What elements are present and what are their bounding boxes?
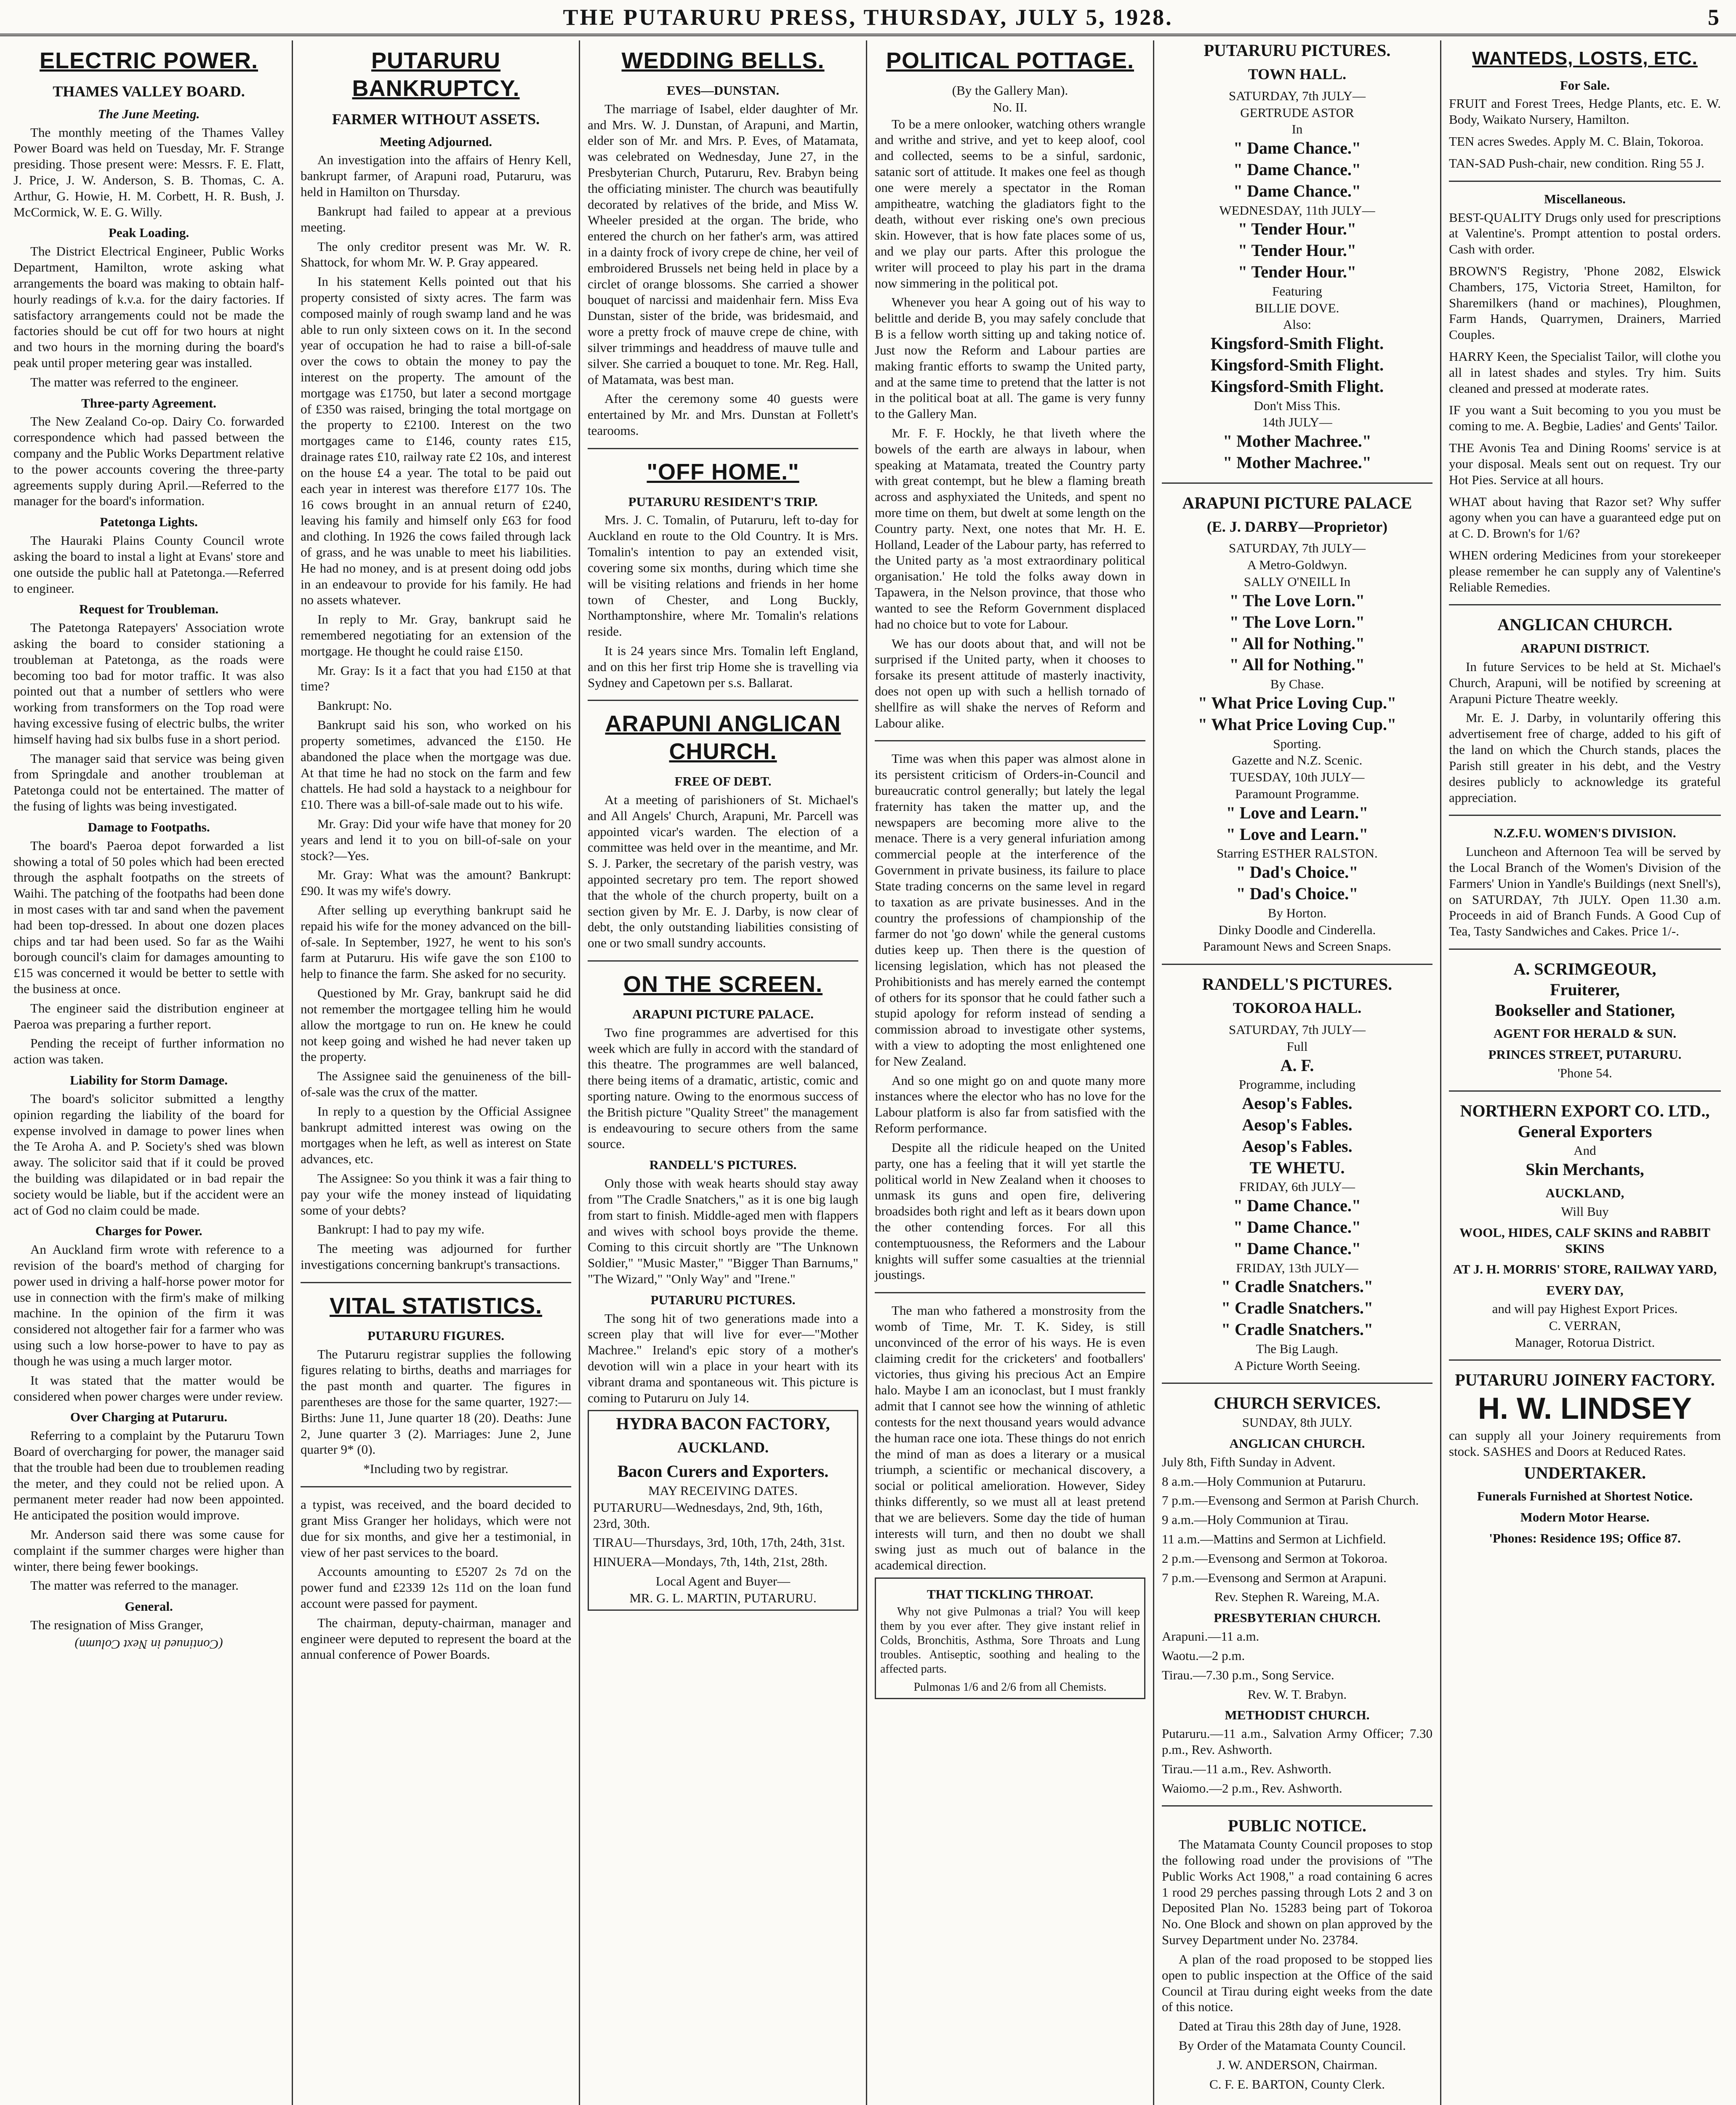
- columns: [6, 40, 1730, 2105]
- paragraph: In reply to Mr. Gray, bankrupt said he remembered negotiating for an extension of the mortgage. He thought he could raise £150.: [301, 612, 571, 658]
- divider: [1449, 604, 1721, 605]
- headline-vital-statistics: VITAL STATISTICS.: [329, 1293, 542, 1319]
- services-title: CHURCH SERVICES.: [1214, 1394, 1381, 1413]
- paragraph: The matter was referred to the manager.: [30, 1578, 239, 1593]
- paragraph: a typist, was received, and the board decided to grant Miss Granger her holidays, which were not due for six months, and give her a testimonial, in view of her past services to the board.: [301, 1497, 571, 1560]
- program-line: FRIDAY, 13th JULY—: [1236, 1260, 1358, 1275]
- paragraph: Mr. E. J. Darby, in voluntarily offering this advertisement free of charge, added to his gift of the land on which the Church stands, places the Parish still greater in his debt, and the Vestry desires publicly to acknowledge its grateful appreciation.: [1449, 710, 1721, 805]
- ad-title: THAT TICKLING THROAT.: [927, 1587, 1094, 1601]
- subhead-thames-valley: THAMES VALLEY BOARD.: [53, 83, 245, 100]
- program-line: " Love and Learn.": [1226, 824, 1369, 844]
- ad-line: Skin Merchants,: [1526, 1160, 1644, 1179]
- column-electric-power: [6, 40, 293, 2105]
- section-for-sale: For Sale.: [1560, 77, 1610, 93]
- paragraph: The board's Paeroa depot forwarded a list showing a total of 50 poles which had been erected through the asphalt footpaths on the streets of Waihi. The patching of the footpaths had been done in most cases with tar and sand when the pavement had been top-dressed. In about one dozen places chips and tar had been used. So far as the Waihi borough council's claim for damages amounting to £15 was concerned it would be better to settle with the business at once.: [13, 838, 284, 997]
- paragraph: The Patetonga Ratepayers' Association wrote asking the board to consider stationing a troubleman at Patetonga, as the roads were becoming too bad for motor traffic. It was also pointed out that a number of settlers who were working from transformers on the Top road were having excessive fusing of electric bulbs, the writer himself having had six bulbs fuse in a short period.: [13, 620, 284, 746]
- ad-date-line: HINUERA—Mondays, 7th, 14th, 21st, 28th.: [593, 1554, 828, 1569]
- program-line: TE WHETU.: [1249, 1158, 1345, 1177]
- paragraph: The Assignee said the genuineness of the bill-of-sale was the crux of the matter.: [301, 1068, 571, 1099]
- divider: [1449, 815, 1721, 816]
- services-subtitle: ANGLICAN CHURCH.: [1229, 1436, 1365, 1451]
- section-title: Request for Troubleman.: [79, 602, 218, 617]
- service-line: July 8th, Fifth Sunday in Advent.: [1162, 1454, 1336, 1469]
- paragraph: Bankrupt said his son, who worked on his property sometimes, advanced the £150. He abandoned the place when the mortgage was due. At that time he had no stock on the farm and few chattels. He had sold a haystack to a neighbour for £10. There was a bill-of-sale made out to his wife.: [301, 717, 571, 812]
- paragraph: The Putaruru registrar supplies the following figures relating to births, deaths and marriages for the past month and quarter. The figures in parentheses are those for the same quarter, 1927:—Births: June 11, June quarter 18 (20). Deaths: June 2, June quarter 3 (2). Marriages: June 2, June quarter 9* (0).: [301, 1346, 571, 1457]
- program-line: Paramount News and Screen Snaps.: [1203, 939, 1391, 954]
- paragraph: And so one might go on and quote many more instances where the elector who has no love for the Labour platform is also far from satisfied with the Reform performance.: [875, 1073, 1145, 1136]
- classified-ad: TAN-SAD Push-chair, new condition. Ring 55 J.: [1449, 155, 1704, 171]
- classified-ad: IF you want a Suit becoming to you you must be coming to me. A. Begbie, Ladies' and Gents' Tailor.: [1449, 402, 1721, 434]
- services-subtitle: PRESBYTERIAN CHURCH.: [1214, 1610, 1381, 1625]
- program-line: Dinky Doodle and Cinderella.: [1218, 922, 1376, 937]
- ad-line: Funerals Furnished at Shortest Notice.: [1477, 1489, 1693, 1504]
- ad-dates-label: MAY RECEIVING DATES.: [648, 1483, 798, 1498]
- program-line: The Big Laugh.: [1256, 1341, 1339, 1356]
- program-line: WEDNESDAY, 11th JULY—: [1219, 203, 1375, 218]
- service-line: Putaruru.—11 a.m., Salvation Army Officer; 7.30 p.m., Rev. Ashworth.: [1162, 1726, 1432, 1757]
- service-line: Rev. Stephen R. Wareing, M.A.: [1214, 1589, 1380, 1604]
- ad-agent-label: Local Agent and Buyer—: [655, 1574, 791, 1588]
- ad-line: Bookseller and Stationer,: [1495, 1000, 1675, 1020]
- paragraph: Bankrupt: I had to pay my wife.: [317, 1222, 485, 1237]
- ad-line: Modern Motor Hearse.: [1520, 1510, 1650, 1525]
- ad-name: A. SCRIMGEOUR,: [1513, 959, 1656, 979]
- program-line: By Chase.: [1270, 677, 1324, 692]
- article-number: No. II.: [993, 99, 1028, 115]
- paragraph: The District Electrical Engineer, Public Works Department, Hamilton, wrote asking what arrangements the board was making to obtain half-hourly readings of k.v.a. for the dairy factories. If satisfactory arrangements could not be made the factories should be cut off for two hours at night and two hours in the morning during the board's peak until proper metering gear was installed.: [13, 244, 284, 370]
- section-title: Charges for Power.: [95, 1223, 202, 1239]
- program-line: " What Price Loving Cup.": [1198, 714, 1397, 734]
- putaruru-pictures-ad: [1162, 40, 1432, 473]
- paragraph: Mr. Gray: What was the amount? Bankrupt: £90. It was my wife's dowry.: [301, 867, 571, 898]
- ad-trade: Bacon Curers and Exporters.: [617, 1462, 829, 1481]
- paragraph: By Order of the Matamata County Council.: [1179, 2038, 1406, 2053]
- paragraph: We has our doots about that, and will not be surprised if the United party, when it chooses to forsake its present attitude of masterly inactivity, does not open up with such a hellish tornado of shellfire as will shake the nerves of Reform and Labour alike.: [875, 636, 1145, 730]
- scrimgeour-ad: [1449, 959, 1721, 1081]
- nzfu-title: N.Z.F.U. WOMEN'S DIVISION.: [1494, 826, 1676, 841]
- service-line: 11 a.m.—Mattins and Sermon at Lichfield.: [1162, 1532, 1386, 1547]
- anglican-sub: ARAPUNI DISTRICT.: [1520, 641, 1650, 656]
- divider: [1162, 964, 1432, 965]
- program-line: Don't Miss This.: [1254, 398, 1341, 413]
- section-title: RANDELL'S PICTURES.: [649, 1157, 797, 1172]
- services-subtitle: METHODIST CHURCH.: [1225, 1708, 1370, 1723]
- classified-ad: BEST-QUALITY Drugs only used for prescriptions at Valentine's. Prompt attention to postal orders. Cash with order.: [1449, 210, 1721, 257]
- program-line: Kingsford-Smith Flight.: [1210, 355, 1384, 374]
- continued-note: (Continued in Next Column): [75, 1637, 223, 1652]
- program-line: Programme, including: [1238, 1077, 1356, 1092]
- signature: J. W. ANDERSON, Chairman.: [1217, 2057, 1378, 2072]
- program-line: " Tender Hour.": [1238, 241, 1357, 260]
- paragraph: Two fine programmes are advertised for this week which are fully in accord with the standard of this theatre. The programmes are well balanced, there being items of a dramatic, artistic, comic and sporting nature. Owing to the enormous success of the British picture "Quality Street" the management is endeavouring to secure others from the same source.: [588, 1025, 858, 1151]
- divider: [1162, 1805, 1432, 1807]
- program-line: " Dame Chance.": [1233, 160, 1361, 179]
- headline-wedding-bells: WEDDING BELLS.: [621, 48, 825, 73]
- page-number: 5: [1708, 5, 1719, 30]
- paragraph: In future Services to be held at St. Michael's Church, Arapuni, will be notified by screening at Arapuni Picture Theatre weekly.: [1449, 659, 1721, 706]
- program-line: BILLIE DOVE.: [1255, 300, 1339, 315]
- program-line: " Cradle Snatchers.": [1221, 1298, 1374, 1318]
- column-bankruptcy: [293, 40, 580, 2105]
- service-line: 7 p.m.—Evensong and Sermon at Parish Church.: [1162, 1493, 1419, 1508]
- paragraph: It was stated that the matter would be considered when power charges were under review.: [13, 1372, 284, 1404]
- paragraph: The marriage of Isabel, elder daughter of Mr. and Mrs. W. J. Dunstan, of Arapuni, and Martin, elder son of Mr. and Mrs. P. Eves, of Matamata, was celebrated on Wednesday, June 27, in the Presbyterian Church, Putaruru, Rev. Brabyn being the officiating minister. The church was beautifully decorated by relatives of the bride, and Miss W. Wheeler presided at the organ. The bride, who entered the church on her father's arm, was attired in a dainty frock of ivory crepe de chine, her veil of embroidered Brussels net being held in place by a circlet of orange blossoms. She carried a shower bouquet of narcissi and maidenhair fern. Miss Eva Dunstan, sister of the bride, was bridesmaid, and wore a pretty frock of mauve crepe de chine, with silver trimmings and headdress of mauve tulle and silver. She carried a bouquet to tone. Mr. Reg. Hall, of Matamata, was best man.: [588, 101, 858, 387]
- paragraph: The Hauraki Plains County Council wrote asking the board to instal a light at Evans' store and one outside the public hall at Patetonga.—Referred to engineer.: [13, 533, 284, 596]
- section-title: Three-party Agreement.: [81, 395, 216, 410]
- arapuni-palace-ad: [1162, 493, 1432, 954]
- section-title: Damage to Footpaths.: [88, 819, 210, 834]
- paragraph: A plan of the road proposed to be stopped lies open to public inspection at the Office of the said Council at Tirau during eight weeks from the date of this notice.: [1162, 1951, 1432, 2014]
- ad-line: and will pay Highest Export Prices.: [1492, 1301, 1678, 1316]
- paragraph: Mr. Gray: Did your wife have that money for 20 years and lend it to you on bill-of-sale on your stock?—Yes.: [301, 816, 571, 863]
- divider: [588, 700, 858, 701]
- ad-price: Pulmonas 1/6 and 2/6 from all Chemists.: [913, 1680, 1107, 1694]
- anglican-title: ANGLICAN CHURCH.: [1497, 615, 1672, 634]
- program-line: " Love and Learn.": [1226, 803, 1369, 822]
- program-line: SATURDAY, 7th JULY—: [1228, 541, 1366, 556]
- program-line: " All for Nothing.": [1229, 634, 1365, 653]
- service-line: 2 p.m.—Evensong and Sermon at Tokoroa.: [1162, 1551, 1388, 1566]
- program-line: " Dad's Choice.": [1236, 863, 1358, 882]
- paragraph: Mr. Anderson said there was some cause for complaint if the summer charges were higher than winter, there being fewer bookings.: [13, 1527, 284, 1574]
- paragraph: Pending the receipt of further information no action was taken.: [13, 1036, 284, 1067]
- service-line: Waotu.—2 p.m.: [1162, 1648, 1245, 1663]
- paragraph: After selling up everything bankrupt said he repaid his wife for the money advanced on the bill-of-sale. In September, 1927, he went to his son's farm at Putaruru. His wife gave the son £100 to help to finance the farm. She asked for no security.: [301, 903, 571, 981]
- program-line: " Mother Machree.": [1223, 432, 1371, 451]
- paragraph: In his statement Kells pointed out that his property consisted of sixty acres. The farm was composed mainly of rough swamp land and he was able to run only sixteen cows on it. In the second year of occupation he had to raise a bill-of-sale over the cows to obtain the money to pay the interest on the property. The amount of the mortgage was £1750, but later a second mortgage of £350 was raised, bringing the total mortgage on the property to £2100. Interest on the two mortgages came to £146, county rates £15, drainage rates £10, railway rate £2 10s, and interest on the house £4 a year. The total to be paid out each year in interest was therefore £177 10s. The 16 cows brought in an annual return of £240, leaving his family and himself only £63 for food and clothing. In 1926 the cows failed through lack of grass, and he was unable to meet his liabilities. He had no money, and is at present doing odd jobs in an endeavour to provide for his family. He had no assets whatever.: [301, 274, 571, 608]
- pulmonas-ad: [875, 1577, 1145, 1699]
- divider: [588, 960, 858, 962]
- ad-line: PRINCES STREET, PUTARURU.: [1488, 1047, 1682, 1062]
- classified-ad: FRUIT and Forest Trees, Hedge Plants, etc. E. W. Body, Waikato Nursery, Hamilton.: [1449, 96, 1721, 127]
- masthead: [0, 0, 1736, 36]
- service-line: Tirau.—7.30 p.m., Song Service.: [1162, 1667, 1334, 1682]
- section-title: Peak Loading.: [108, 225, 189, 240]
- program-line: A Metro-Goldwyn.: [1247, 557, 1347, 573]
- hydra-bacon-ad: [588, 1410, 858, 1610]
- paragraph: Time was when this paper was almost alone in its persistent criticism of Orders-in-Council and bureaucratic control generally; but lately the legal fraternity has taken the matter up, and the newspapers are becoming more alive to the menace. There is a very general infuriation among commercial people at the interference of the Government in private business, its failure to place State trading concerns on the same level in regard to taxation as are private businesses. And in the country the professions of championship of the farmer do not 'go down' while the general customs duties keep up. Then there is the question of licensing legislation, which has not pleased the Prohibitionists and has merely earned the contempt of others for its sponsor that he could father such a stupid apology for reform instead of sending a commission abroad to investigate other systems, with a view to adopting the most enlightened one for New Zealand.: [875, 751, 1145, 1068]
- paragraph: The meeting was adjourned for further investigations concerning bankrupt's transactions.: [301, 1241, 571, 1272]
- paragraph: Luncheon and Afternoon Tea will be served by the Local Branch of the Women's Division of the Farmers' Union in Yandle's Buildings (next Snell's), on SATURDAY, 7th JULY. Open 11.30 a.m. Proceeds in aid of Branch Funds. A Good Cup of Tea, Tasty Sandwiches and Cakes. Price 1/-.: [1449, 844, 1721, 939]
- classified-ad: THE Avonis Tea and Dining Rooms' service is at your disposal. Meals sent out on request. Try our Hot Pies. Service at all hours.: [1449, 440, 1721, 487]
- section-misc: Miscellaneous.: [1544, 191, 1626, 206]
- program-line: Gazette and N.Z. Scenic.: [1232, 753, 1363, 768]
- ad-line: General Exporters: [1518, 1122, 1652, 1141]
- paragraph: Accounts amounting to £5207 2s 7d on the power fund and £2339 12s 11d on the loan fund account were passed for payment.: [301, 1564, 571, 1611]
- service-line: 9 a.m.—Holy Communion at Tirau.: [1162, 1512, 1349, 1527]
- divider: [1449, 1090, 1721, 1092]
- program-line: " Dame Chance.": [1233, 139, 1361, 158]
- footnote: *Including two by registrar.: [363, 1461, 509, 1476]
- program-line: " The Love Lorn.": [1229, 612, 1365, 632]
- ad-line: WOOL, HIDES, CALF SKINS and RABBIT SKINS: [1459, 1225, 1710, 1256]
- program-line: " Dad's Choice.": [1236, 884, 1358, 903]
- paragraph: Questioned by Mr. Gray, bankrupt said he did not remember the mortgagee telling him he would allow the mortgage to run on. He knew he could not keep going and wished he had never taken up the property.: [301, 986, 571, 1064]
- paragraph: Mrs. J. C. Tomalin, of Putaruru, left to-day for Auckland en route to the Old Country. It is Mrs. Tomalin's intention to pay an extended visit, covering some six months, during which time she will be visiting relations and friends in her home town of Chester, and Long Buckly, Northamptonshire, where Mr. Tomalin's relations reside.: [588, 512, 858, 639]
- paragraph: Referring to a complaint by the Putaruru Town Board of overcharging for power, the manager said that the trouble had been due to troublemen reading the meter, and they could not be relied upon. A permanent meter reader had now been appointed. He anticipated the position would improve.: [13, 1428, 284, 1523]
- subhead-residents-trip: PUTARURU RESIDENT'S TRIP.: [628, 494, 818, 509]
- program-line: A Picture Worth Seeing.: [1234, 1358, 1361, 1373]
- subhead-putaruru-figures: PUTARURU FIGURES.: [367, 1328, 504, 1343]
- paragraph: In reply to a question by the Official Assignee bankrupt admitted interest was owing on the mortgages when he left, as well as interest on State advances, etc.: [301, 1103, 571, 1167]
- column-wedding: [580, 40, 867, 2105]
- paragraph: The song hit of two generations made into a screen play that will live for ever—"Mother Machree." Ireland's epic story of a mother's devotion will win a place in your heart with its vibrant drama and spontaneous wit. This picture is coming to Putaruru on July 14.: [588, 1311, 858, 1405]
- subhead-adjourned: Meeting Adjourned.: [380, 134, 492, 149]
- paragraph: The monthly meeting of the Thames Valley Power Board was held on Tuesday, Mr. F. Strange presiding. Those present were: Messrs. F. E. Flatt, J. Price, J. W. Anderson, S. B. Thomas, C. A. Arthur, G. Howie, H. M. Corbett, H. R. Bush, J. McCormick, W. E. G. Willy.: [13, 125, 284, 219]
- ad-line: EVERY DAY,: [1546, 1283, 1624, 1298]
- program-line: Full: [1286, 1039, 1308, 1054]
- public-notice: [1162, 1816, 1432, 2092]
- program-line: SATURDAY, 7th JULY—: [1228, 1022, 1366, 1037]
- subhead-farmer: FARMER WITHOUT ASSETS.: [332, 110, 540, 128]
- ad-date-line: TIRAU—Thursdays, 3rd, 10th, 17th, 24th, 31st.: [593, 1535, 845, 1550]
- paragraph: The engineer said the distribution engineer at Paeroa was preparing a further report.: [13, 1000, 284, 1031]
- ad-line: Manager, Rotorua District.: [1515, 1335, 1655, 1350]
- ad-title: RANDELL'S PICTURES.: [1202, 975, 1393, 994]
- ad-venue: TOWN HALL.: [1248, 65, 1347, 83]
- classified-ad: WHAT about having that Razor set? Why suffer agony when you can have a guaranteed edge put on at C. D. Brown's for 1/6?: [1449, 494, 1721, 541]
- classified-ad: BROWN'S Registry, 'Phone 2082, Elswick Chambers, 175, Victoria Street, Hamilton, for Sharemilkers (hand or machines), Ploughmen, Farm Hands, Quarrymen, Drainers, Married Couples.: [1449, 263, 1721, 342]
- notice-title: PUBLIC NOTICE.: [1228, 1816, 1366, 1836]
- paragraph: Bankrupt: No.: [317, 698, 392, 713]
- paragraph: Dated at Tirau this 28th day of June, 1928.: [1179, 2019, 1401, 2034]
- paragraph: Despite all the ridicule heaped on the United party, one has a feeling that it will yet startle the political world in New Zealand when it chooses to unmask its guns and open fire, delivering broadsides both right and left as it bears down upon the other contending forces. For all this contemptuousness, the Reformers and the Labour knights will suffer some casualties at the triennial joustings.: [875, 1140, 1145, 1282]
- column-entertainment: [1154, 40, 1441, 2105]
- paragraph: The man who fathered a monstrosity from the womb of Time, Mr. T. K. Sidey, is still unconvinced of the error of his ways. He is even claiming credit for the cricketers' and footballers' victories, thus giving his precious Act an Empire halo. Maybe I am an iconoclast, but I must frankly admit that I cannot see how the winning of athletic contests for the next thousand years would advance the human race one iota. These things do not enrich the mind of man as does a literary or a musical triumph, a scientific or mechanical discovery, a social or political amelioration. However, Sidey thinks differently, so we must all at least pretend that we are believers. Some day the tide of human interests will turn, and then no doubt we shall swing just as much out of balance in the academical direction.: [875, 1303, 1145, 1573]
- section-title: Liability for Storm Damage.: [70, 1073, 228, 1088]
- paragraph: Bankrupt had failed to appear at a previous meeting.: [301, 203, 571, 234]
- northern-export-ad: [1449, 1101, 1721, 1351]
- divider: [1449, 1359, 1721, 1361]
- ad-line: AGENT FOR HERALD & SUN.: [1493, 1026, 1677, 1041]
- classified-ad: TEN acres Swedes. Apply M. C. Blain, Tokoroa.: [1449, 134, 1704, 149]
- program-line: Sporting.: [1273, 736, 1321, 751]
- ad-line: Will Buy: [1561, 1204, 1609, 1219]
- program-line: By Horton.: [1267, 905, 1327, 920]
- program-line: " Mother Machree.": [1223, 453, 1371, 472]
- ad-line: C. VERRAN,: [1549, 1318, 1621, 1333]
- headline-off-home: "OFF HOME.": [647, 459, 799, 485]
- ad-title: ARAPUNI PICTURE PALACE: [1182, 493, 1412, 512]
- ad-text: can supply all your Joinery requirements from stock. SASHES and Doors at Reduced Rates.: [1449, 1428, 1721, 1459]
- column-political: [867, 40, 1154, 2105]
- headline-electric-power: ELECTRIC POWER.: [39, 48, 258, 73]
- paragraph: Whenever you hear A going out of his way to belittle and deride B, you may safely conclude that B is a fellow worth sitting up and taking notice of. Just now the Reform and Labour parties are making frantic efforts to swamp the United party, and at the same time to pretend that the latter is not in the political boat at all. The game is very funny to the Gallery Man.: [875, 295, 1145, 421]
- paragraph: To be a mere onlooker, watching others wrangle and writhe and strive, and yet to keep aloof, cool and collected, seems to be a sinful, sardonic, satanic sort of attitude. It makes one feel as though one were merely a spectator in the Roman ampitheatre, watching the gladiators fight to the death, without ever risking one's own precious skin. However, that is how fate places some of us, and we play our parts. After this prologue the writer will proceed to play his part in the drama now simmering in the political pot.: [875, 116, 1145, 290]
- section-title: PUTARURU PICTURES.: [650, 1292, 796, 1307]
- section-title: General.: [125, 1599, 173, 1614]
- service-line: Tirau.—11 a.m., Rev. Ashworth.: [1162, 1761, 1331, 1776]
- service-line: Rev. W. T. Brabyn.: [1247, 1687, 1347, 1702]
- paragraph: Only those with weak hearts should stay away from "The Cradle Snatchers," as it is one big laugh from start to finish. Middle-aged men with flappers and wives with school boys provide the theme. Coming to this circuit shortly are "The Unknown Soldier," "Music Master," "Bigger Than Barnums," "The Wizard," "Only Way" and "Irene.": [588, 1176, 858, 1286]
- service-line: 8 a.m.—Holy Communion at Putaruru.: [1162, 1474, 1366, 1489]
- signature: C. F. E. BARTON, County Clerk.: [1209, 2076, 1385, 2092]
- program-line: Aesop's Fables.: [1242, 1115, 1353, 1134]
- program-line: Aesop's Fables.: [1242, 1094, 1353, 1113]
- program-line: SATURDAY, 7th JULY—: [1228, 88, 1366, 103]
- ad-date-line: PUTARURU—Wednesdays, 2nd, 9th, 16th, 23rd, 30th.: [593, 1500, 823, 1531]
- headline-wanteds: WANTEDS, LOSTS, ETC.: [1472, 48, 1698, 69]
- paragraph: The chairman, deputy-chairman, manager and engineer were deputed to represent the board at the annual conference of Power Boards.: [301, 1615, 571, 1662]
- headline-on-the-screen: ON THE SCREEN.: [623, 972, 823, 997]
- paragraph: The resignation of Miss Granger,: [30, 1617, 204, 1633]
- program-line: SALLY O'NEILL In: [1243, 574, 1351, 589]
- ad-line: AUCKLAND,: [1545, 1186, 1624, 1201]
- paragraph: The board's solicitor submitted a lengthy opinion regarding the liability of the board for expense involved in damage to power lines when the Te Aroha A. and P. Society's shed was blown away. The solicitor said that if it could be proved the building was dilapidated or in bad repair the society would be liable, but if the accident were an act of God no claim could be made.: [13, 1091, 284, 1218]
- program-line: " All for Nothing.": [1229, 655, 1365, 674]
- ad-proprietor: (E. J. DARBY—Proprietor): [1206, 518, 1388, 535]
- divider: [1162, 1383, 1432, 1384]
- ad-title: HYDRA BACON FACTORY,: [616, 1414, 830, 1434]
- ad-undertaker: UNDERTAKER.: [1523, 1463, 1646, 1482]
- ad-title: PUTARURU PICTURES.: [1203, 41, 1391, 60]
- divider: [1449, 181, 1721, 182]
- section-title: ARAPUNI PICTURE PALACE.: [632, 1006, 814, 1021]
- service-line: Waiomo.—2 p.m., Rev. Ashworth.: [1162, 1780, 1342, 1796]
- service-line: 7 p.m.—Evensong and Sermon at Arapuni.: [1162, 1570, 1387, 1585]
- divider: [301, 1486, 571, 1487]
- divider: [875, 1292, 1145, 1293]
- program-line: " Dame Chance.": [1233, 1217, 1361, 1236]
- paragraph: At a meeting of parishioners of St. Michael's and All Angels' Church, Arapuni, Mr. Parcell was appointed vicar's warden. The election of a committee was held over in the meantime, and Mr. S. J. Parker, the secretary of the parish vestry, was appointed secretary pro tem. The report showed that the whole of the church property, built on a section given by Mr. E. J. Darby, is now clear of debt, the only outstanding liabilities consisting of one or two small sundry accounts.: [588, 792, 858, 951]
- paragraph: The only creditor present was Mr. W. R. Shattock, for whom Mr. W. P. Gray appeared.: [301, 239, 571, 270]
- headline-political-pottage: POLITICAL POTTAGE.: [886, 48, 1134, 73]
- ad-venue: TOKOROA HALL.: [1233, 999, 1362, 1016]
- program-line: " Cradle Snatchers.": [1221, 1319, 1374, 1339]
- program-line: In: [1291, 122, 1303, 137]
- paragraph: It is 24 years since Mrs. Tomalin left England, and on this her first trip Home she is travelling via Sydney and Capetown per s.s. Ballarat.: [588, 643, 858, 690]
- ad-name: H. W. LINDSEY: [1478, 1392, 1692, 1426]
- subhead-eves-dunstan: EVES—DUNSTAN.: [666, 83, 780, 98]
- subhead-free-of-debt: FREE OF DEBT.: [674, 774, 772, 789]
- headline-bankruptcy: PUTARURU BANKRUPTCY.: [352, 48, 520, 101]
- ad-line: And: [1574, 1143, 1596, 1158]
- program-line: " Cradle Snatchers.": [1221, 1277, 1374, 1296]
- paragraph: The matter was referred to the engineer.: [30, 374, 239, 389]
- divider: [1449, 949, 1721, 950]
- program-line: Featuring: [1272, 283, 1322, 298]
- program-line: Also:: [1283, 317, 1312, 332]
- section-title: Over Charging at Putaruru.: [70, 1410, 228, 1425]
- paragraph: The Matamata County Council proposes to stop the following road under the provisions of "The Public Works Act 1908," a road containing 6 acres 1 rood 29 perches passing through Lots 2 and 3 on Deposited Plan No. 15283 being part of Tokoroa No. One Block and shown on plan approved by the Survey Department under No. 23784.: [1162, 1837, 1432, 1948]
- ad-phones: 'Phones: Residence 19S; Office 87.: [1489, 1531, 1681, 1546]
- program-line: " The Love Lorn.": [1229, 591, 1365, 610]
- byline: (By the Gallery Man).: [952, 83, 1068, 98]
- joinery-ad: [1449, 1370, 1721, 1546]
- program-line: " Dame Chance.": [1233, 181, 1361, 200]
- subhead-june-meeting: The June Meeting.: [98, 106, 200, 121]
- paragraph: Mr. F. F. Hockly, he that liveth where the bowels of the earth are always in labour, when speaking at Matamata, treated the Country party with great contempt, but he blew a flaming breath across and asphyxiated the Uniteds, and spent no more time on them, but dwelt at some length on the Country party. Next, one notes that Mr. H. E. Holland, Leader of the Labour party, has referred to the United party as 'a most extraordinary political organisation.' He told the folks away down in Tapawera, in the Nelson province, that those who wanted to see the Reform Government displaced had no choice but to vote for Labour.: [875, 425, 1145, 632]
- paragraph: An investigation into the affairs of Henry Kell, bankrupt farmer, of Arapuni road, Putaruru, was held in Hamilton on Thursday.: [301, 152, 571, 200]
- ad-line: 'Phone 54.: [1558, 1066, 1612, 1081]
- ad-text: Why not give Pulmonas a trial? You will keep them by you ever after. They give instant relief in Colds, Bronchitis, Asthma, Sore Throats and Lung troubles. Antiseptic, soothing and healing to the affected parts.: [880, 1605, 1140, 1676]
- program-line: " What Price Loving Cup.": [1198, 693, 1397, 712]
- program-line: A. F.: [1280, 1055, 1314, 1075]
- program-line: Kingsford-Smith Flight.: [1210, 334, 1384, 353]
- program-line: TUESDAY, 10th JULY—: [1230, 770, 1365, 785]
- classified-ad: WHEN ordering Medicines from your storekeeper please remember he can supply any of Valentine's Reliable Remedies.: [1449, 547, 1721, 594]
- paragraph: The Assignee: So you think it was a fair thing to pay your wife the money instead of liquidating some of your debts?: [301, 1171, 571, 1218]
- ad-line: Fruiterer,: [1550, 980, 1620, 999]
- classified-ad: HARRY Keen, the Specialist Tailor, will clothe you all in latest shades and styles. Try him. Suits cleaned and pressed at moderate rates.: [1449, 349, 1721, 396]
- program-line: FRIDAY, 6th JULY—: [1239, 1179, 1355, 1194]
- masthead-title: THE PUTARURU PRESS, THURSDAY, JULY 5, 1928.: [563, 5, 1173, 30]
- ad-name: NORTHERN EXPORT CO. LTD.,: [1460, 1101, 1710, 1120]
- church-services: [1162, 1393, 1432, 1796]
- ad-line: AT J. H. MORRIS' STORE, RAILWAY YARD,: [1453, 1262, 1717, 1277]
- column-classifieds: [1441, 40, 1728, 2105]
- services-date: SUNDAY, 8th JULY.: [1242, 1415, 1353, 1430]
- program-line: Kingsford-Smith Flight.: [1210, 376, 1384, 396]
- ad-place: AUCKLAND.: [677, 1439, 769, 1456]
- program-line: " Dame Chance.": [1233, 1196, 1361, 1215]
- paragraph: An Auckland firm wrote with reference to a revision of the board's method of charging for power used in driving a half-horse power motor for use in connection with the firm's make of milking machine. In the opinion of the firm it was considered not altogether fair for a farmer who was using such a low horse-power to have to pay as though he was using a much larger motor.: [13, 1242, 284, 1368]
- ad-agent: MR. G. L. MARTIN, PUTARURU.: [629, 1590, 817, 1605]
- program-line: Paramount Programme.: [1235, 786, 1359, 801]
- ad-title: PUTARURU JOINERY FACTORY.: [1455, 1370, 1715, 1390]
- paragraph: The manager said that service was being given from Springdale and another troubleman at Patetonga could not be entertained. The matter of the fusing of lights was being investigated.: [13, 751, 284, 814]
- paragraph: The New Zealand Co-op. Dairy Co. forwarded correspondence which had passed between the company and the Public Works Department relative to the power accounts covering the three-party agreements supply during April.—Referred to the manager for the board's information.: [13, 414, 284, 509]
- randells-pictures-ad: [1162, 974, 1432, 1373]
- divider: [588, 448, 858, 449]
- program-line: " Dame Chance.": [1233, 1239, 1361, 1258]
- service-line: Arapuni.—11 a.m.: [1162, 1629, 1259, 1644]
- divider: [1162, 482, 1432, 484]
- program-line: 14th JULY—: [1262, 415, 1332, 430]
- program-line: " Tender Hour.": [1238, 219, 1357, 239]
- paragraph: After the ceremony some 40 guests were entertained by Mr. and Mrs. Dunstan at Follett's tearooms.: [588, 391, 858, 438]
- headline-arapuni-church: ARAPUNI ANGLICAN CHURCH.: [605, 711, 841, 765]
- paragraph: Mr. Gray: Is it a fact that you had £150 at that time?: [301, 663, 571, 694]
- program-line: " Tender Hour.": [1238, 262, 1357, 281]
- divider: [875, 740, 1145, 741]
- program-line: Aesop's Fables.: [1242, 1136, 1353, 1156]
- divider: [301, 1282, 571, 1283]
- program-line: Starring ESTHER RALSTON.: [1217, 846, 1378, 861]
- program-line: GERTRUDE ASTOR: [1240, 105, 1354, 120]
- section-title: Patetonga Lights.: [100, 514, 198, 530]
